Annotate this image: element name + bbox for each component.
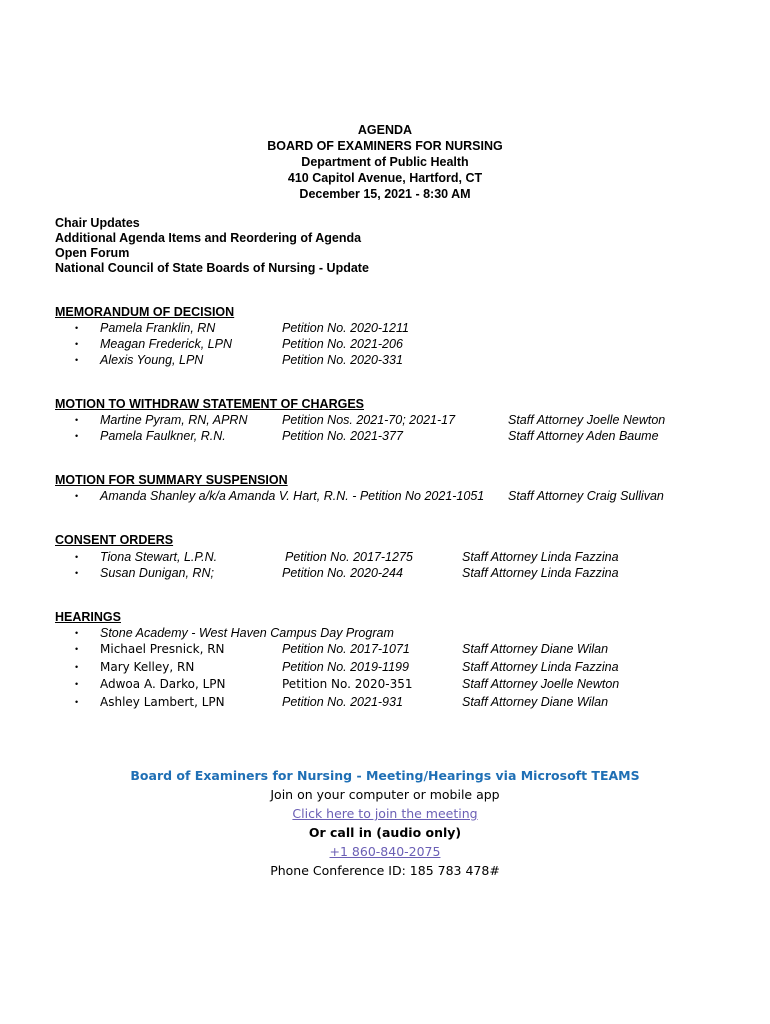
petition-number: Petition No. 2019-1199 xyxy=(282,660,409,674)
respondent-name: Mary Kelley, RN xyxy=(100,660,195,674)
bullet-icon: • xyxy=(75,431,79,441)
department-name: Department of Public Health xyxy=(301,155,469,169)
list-item xyxy=(0,353,770,370)
staff-attorney: Staff Attorney Aden Baume xyxy=(508,429,659,443)
respondent-name: Michael Presnick, RN xyxy=(100,642,225,656)
petition-number: Petition No. 2020-331 xyxy=(282,353,403,367)
intro-item: Additional Agenda Items and Reordering of Agenda xyxy=(55,231,362,245)
staff-attorney: Staff Attorney Diane Wilan xyxy=(462,642,609,656)
consent-title: CONSENT ORDERS xyxy=(55,533,174,547)
staff-attorney: Staff Attorney Diane Wilan xyxy=(462,695,609,709)
intro-item: Chair Updates xyxy=(55,216,140,230)
petition-number: Petition No. 2020-1211 xyxy=(282,321,409,335)
agenda-header xyxy=(0,122,770,202)
petition-number: Petition No. 2021-206 xyxy=(282,337,403,351)
staff-attorney: Staff Attorney Joelle Newton xyxy=(508,413,666,427)
board-name: BOARD OF EXAMINERS FOR NURSING xyxy=(267,139,503,153)
list-item xyxy=(0,550,770,567)
list-item xyxy=(0,642,770,659)
bullet-icon: • xyxy=(75,491,79,501)
staff-attorney: Staff Attorney Linda Fazzina xyxy=(462,566,619,580)
petition-number: Petition Nos. 2021-70; 2021-17 xyxy=(282,413,456,427)
intro-item: National Council of State Boards of Nursing - Update xyxy=(55,261,369,275)
bullet-icon: • xyxy=(75,697,79,707)
list-item xyxy=(0,660,770,677)
teams-meeting-info xyxy=(0,766,770,880)
bullet-icon: • xyxy=(75,339,79,349)
teams-title: Board of Examiners for Nursing - Meeting/Hearings via Microsoft TEAMS xyxy=(130,768,640,783)
staff-attorney: Staff Attorney Craig Sullivan xyxy=(508,489,664,503)
petition-number: Petition No. 2017-1071 xyxy=(282,642,410,656)
bullet-icon: • xyxy=(75,679,79,689)
list-item xyxy=(0,626,770,643)
respondent-name: Susan Dunigan, RN; xyxy=(100,566,214,580)
call-in-label: Or call in (audio only) xyxy=(308,825,462,840)
memorandum-title: MEMORANDUM OF DECISION xyxy=(55,305,235,319)
list-item xyxy=(0,489,770,506)
bullet-icon: • xyxy=(75,323,79,333)
suspension-title: MOTION FOR SUMMARY SUSPENSION xyxy=(55,473,288,487)
join-instructions: Join on your computer or mobile app xyxy=(270,787,500,802)
respondent-name: Amanda Shanley a/k/a Amanda V. Hart, R.N. - Petition No 2021-1051 xyxy=(100,489,485,503)
intro-item: Open Forum xyxy=(55,246,130,260)
list-item xyxy=(0,677,770,694)
list-item xyxy=(0,337,770,354)
phone-number-link[interactable]: +1 860-840-2075 xyxy=(329,844,441,859)
bullet-icon: • xyxy=(75,415,79,425)
list-item xyxy=(0,321,770,338)
respondent-name: Adwoa A. Darko, LPN xyxy=(100,677,226,691)
petition-number: Petition No. 2020-244 xyxy=(282,566,403,580)
list-item xyxy=(0,695,770,712)
respondent-name: Meagan Frederick, LPN xyxy=(100,337,233,351)
respondent-name: Tiona Stewart, L.P.N. xyxy=(100,550,218,564)
bullet-icon: • xyxy=(75,552,79,562)
respondent-name: Alexis Young, LPN xyxy=(100,353,204,367)
withdraw-title: MOTION TO WITHDRAW STATEMENT OF CHARGES xyxy=(55,397,365,411)
respondent-name: Pamela Faulkner, R.N. xyxy=(100,429,226,443)
agenda-title: AGENDA xyxy=(357,123,413,137)
list-item xyxy=(0,413,770,430)
list-item xyxy=(0,429,770,446)
staff-attorney: Staff Attorney Linda Fazzina xyxy=(462,660,619,674)
program-name: Stone Academy - West Haven Campus Day Program xyxy=(100,626,394,640)
petition-number: Petition No. 2020-351 xyxy=(282,677,413,691)
bullet-icon: • xyxy=(75,662,79,672)
join-meeting-link[interactable]: Click here to join the meeting xyxy=(292,806,478,821)
meeting-date: December 15, 2021 - 8:30 AM xyxy=(299,187,471,201)
petition-number: Petition No. 2017-1275 xyxy=(285,550,413,564)
bullet-icon: • xyxy=(75,644,79,654)
hearings-title: HEARINGS xyxy=(55,610,121,624)
bullet-icon: • xyxy=(75,568,79,578)
staff-attorney: Staff Attorney Joelle Newton xyxy=(462,677,620,691)
staff-attorney: Staff Attorney Linda Fazzina xyxy=(462,550,619,564)
conference-id: Phone Conference ID: 185 783 478# xyxy=(270,863,500,878)
petition-number: Petition No. 2021-377 xyxy=(282,429,403,443)
list-item xyxy=(0,566,770,583)
respondent-name: Martine Pyram, RN, APRN xyxy=(100,413,248,427)
bullet-icon: • xyxy=(75,628,79,638)
respondent-name: Ashley Lambert, LPN xyxy=(100,695,225,709)
bullet-icon: • xyxy=(75,355,79,365)
intro-items xyxy=(55,216,369,276)
petition-number: Petition No. 2021-931 xyxy=(282,695,403,709)
address: 410 Capitol Avenue, Hartford, CT xyxy=(287,171,483,185)
respondent-name: Pamela Franklin, RN xyxy=(100,321,216,335)
